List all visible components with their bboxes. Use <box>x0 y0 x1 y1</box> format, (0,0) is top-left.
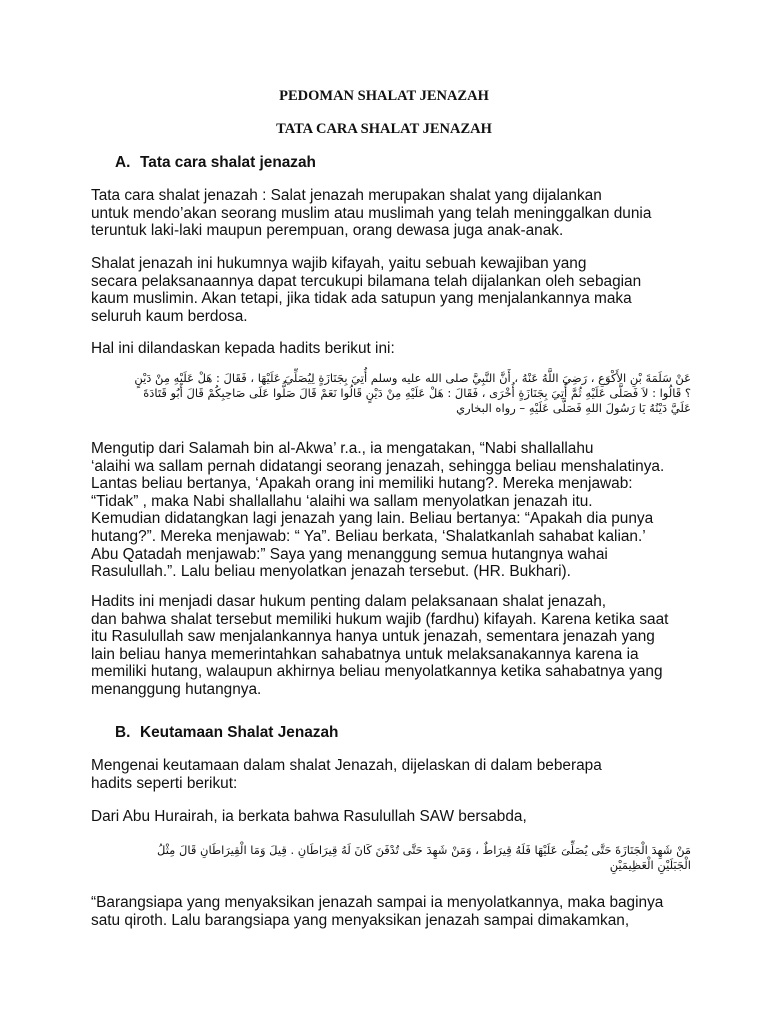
paragraph-3: Hal ini dilandaskan kepada hadits berikut ini: <box>91 340 395 357</box>
section-b-title: Keutamaan Shalat Jenazah <box>140 724 339 741</box>
section-a-heading <box>115 154 316 172</box>
paragraph-2: Shalat jenazah ini hukumnya wajib kifayah, yaitu sebuah kewajiban yang secara pelaksanaannya dapat tercukupi bilamana telah dijalankan oleh sebagian kaum muslimin. Akan tetapi, jika tidak ada satupun yang menjalankannya maka seluruh kaum berdosa. <box>91 255 642 325</box>
arabic-hadith-1: عَنْ سَلَمَةَ بْنِ الأَكْوَعِ ، رَضِيَ اللَّهُ عَنْهُ ، أَنَّ النَّبِيَّ صلى الله عليه وسلم أُتِيَ بِجَنَازَةٍ لِيُصَلِّيَ عَلَيْهَا ، فَقَالَ : هَلْ عَلَيْهِ مِنْ دَيْنٍ ؟ قَالُوا : لاَ فَصَلَّى عَلَيْهِ ثُمَّ أُتِيَ بِجَنَازَةٍ أُخْرَى ، فَقَالَ : هَلْ عَلَيْهِ مِنْ دَيْنٍ قَالُوا نَعَمْ قَالَ صَلُّوا عَلَى صَاحِبِكُمْ قَالَ أَبُو قَتَادَةَ عَلَيَّ دَيْنُهُ يَا رَسُولَ اللهِ فَصَلَّى عَلَيْهِ – رواه البخاري <box>134 371 691 415</box>
paragraph-5: Hadits ini menjadi dasar hukum penting dalam pelaksanaan shalat jenazah, dan bahwa shalat tersebut memiliki hukum wajib (fardhu) kifayah. Karena ketika saat itu Rasulullah saw menjalankannya hanya untuk jenazah, sementara jenazah yang lain beliau hanya memerintahkan sahabatnya untuk melaksanakannya karena ia memiliki hutang, walaupun akhirnya beliau menyolatkannya ketika sahabatnya yang menanggung hutangnya. <box>91 593 669 698</box>
section-b-letter: B. <box>115 724 131 741</box>
section-a-title: Tata cara shalat jenazah <box>140 154 316 171</box>
arabic-hadith-2: مَنْ شَهِدَ الْجَنَازَةَ حَتَّى يُصَلِّىَ عَلَيْهَا فَلَهُ قِيرَاطٌ ، وَمَنْ شَهِدَ حَتَّى تُدْفَنَ كَانَ لَهُ قِيرَاطَانِ . قِيلَ وَمَا الْقِيرَاطَانِ قَالَ مِثْلُ الْجَبَلَيْنِ الْعَظِيمَيْنِ <box>157 843 691 872</box>
paragraph-8: “Barangsiapa yang menyaksikan jenazah sampai ia menyolatkannya, maka baginya satu qiroth. Lalu barangsiapa yang menyaksikan jenazah sampai dimakamkan, <box>91 894 664 929</box>
paragraph-4: Mengutip dari Salamah bin al-Akwa’ r.a., ia mengatakan, “Nabi shallallahu ‘alaihi wa sallam pernah didatangi seorang jenazah, sehingga beliau menshalatinya. Lantas beliau bertanya, ‘Apakah orang ini memiliki hutang?. Mereka menjawab: “Tidak” , maka Nabi shallallahu ‘alaihi wa sallam menyolatkan jenazah itu. Kemudian didatangkan lagi jenazah yang lain. Beliau bertanya: “Apakah dia punya hutang?”. Mereka menjawab: “ Ya”. Beliau berkata, ‘Shalatkanlah sahabat kalian.’ Abu Qatadah menjawab:” Saya yang menanggung semua hutangnya wahai Rasulullah.”. Lalu beliau menyolatkan jenazah tersebut. (HR. Bukhari). <box>91 440 665 581</box>
document-subtitle: TATA CARA SHALAT JENAZAH <box>276 121 492 137</box>
section-a-letter: A. <box>115 154 131 171</box>
paragraph-1: Tata cara shalat jenazah : Salat jenazah merupakan shalat yang dijalankan untuk mendo’akan seorang muslim atau muslimah yang telah meninggalkan dunia teruntuk laki-laki maupun perempuan, orang dewasa juga anak-anak. <box>91 187 652 240</box>
paragraph-6: Mengenai keutamaan dalam shalat Jenazah, dijelaskan di dalam beberapa hadits seperti berikut: <box>91 757 602 792</box>
paragraph-7: Dari Abu Hurairah, ia berkata bahwa Rasulullah SAW bersabda, <box>91 808 527 825</box>
section-b-heading <box>115 724 338 742</box>
document-title: PEDOMAN SHALAT JENAZAH <box>279 88 489 104</box>
